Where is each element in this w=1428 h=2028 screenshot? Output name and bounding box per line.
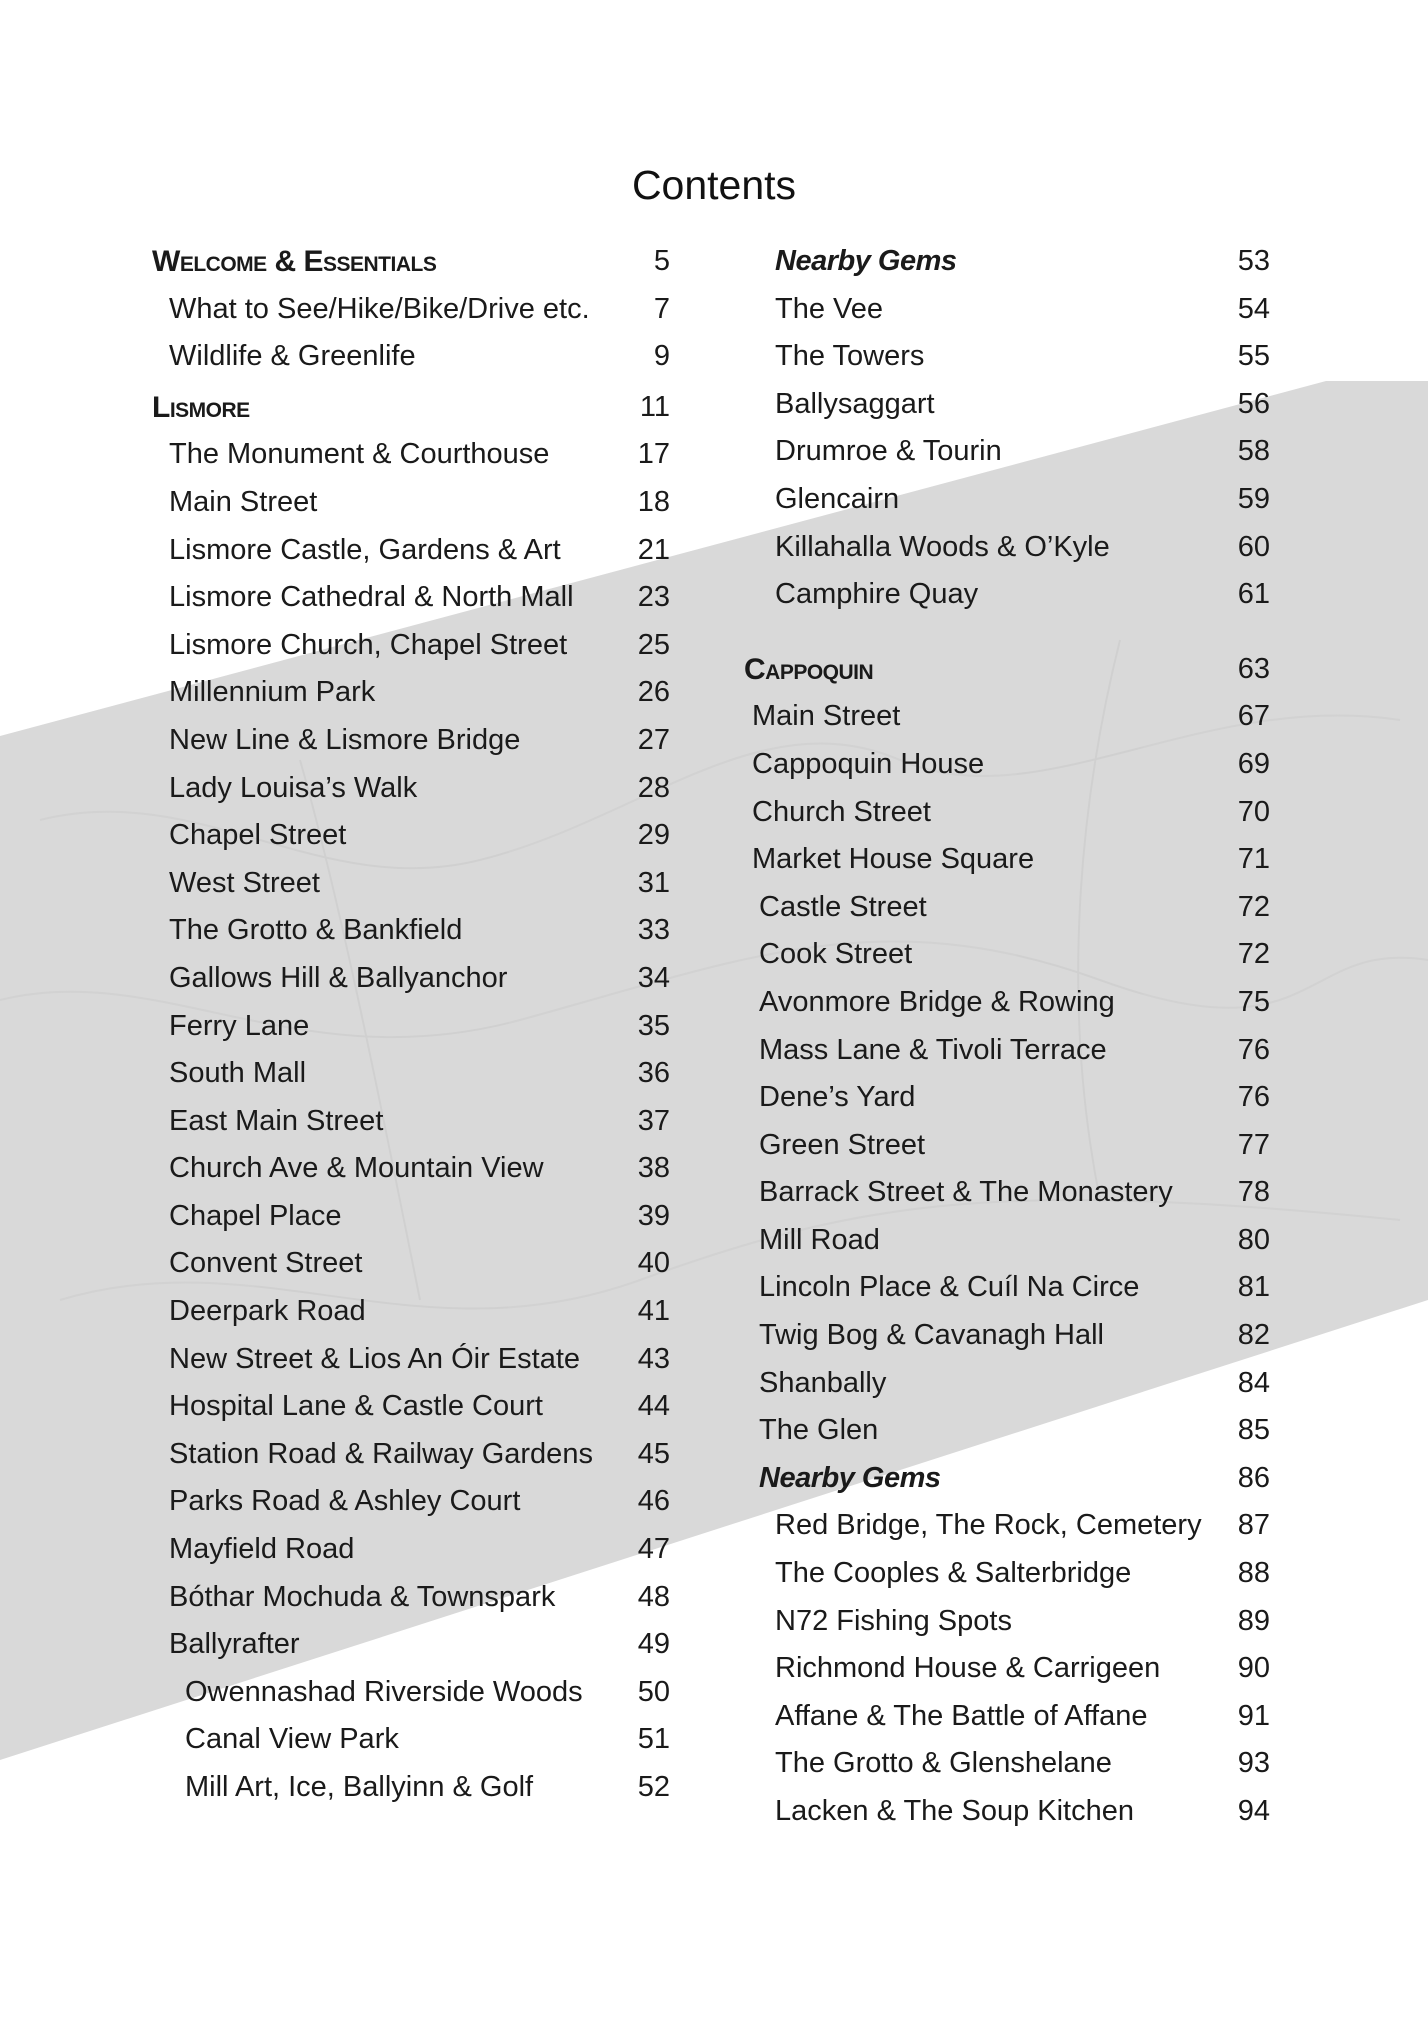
toc-entry-label: The Glen [759,1414,879,1447]
toc-page-number: 93 [1237,1747,1270,1780]
toc-entry [742,1407,1270,1455]
toc-page-number: 26 [637,676,670,709]
toc-entry-label: Dene’s Yard [759,1081,916,1114]
toc-entry [742,476,1270,524]
toc-page-number: 75 [1237,985,1270,1018]
toc-page-number: 41 [637,1295,670,1328]
toc-entry-label: Twig Bog & Cavanagh Hall [759,1319,1104,1352]
toc-entry-label: Green Street [759,1128,926,1161]
toc-entry-label: West Street [169,866,320,899]
toc-entry [742,931,1270,979]
toc-entry [742,1169,1270,1217]
toc-entry-label: The Monument & Courthouse [169,438,550,471]
toc-entry [152,1764,670,1812]
contents-right-column [742,238,1270,1836]
toc-page-number: 11 [639,390,670,423]
toc-page-number: 78 [1237,1176,1270,1209]
toc-entry-label: Ballysaggart [775,387,935,420]
toc-entry-label: Chapel Place [169,1199,342,1232]
toc-entry-label: The Cooples & Salterbridge [775,1557,1132,1590]
toc-section [742,646,1270,694]
toc-entry-label: Lismore Church, Chapel Street [169,628,568,661]
contents-left-column [152,238,670,1812]
toc-page-number: 17 [637,438,670,471]
toc-page-number: 54 [1237,292,1270,325]
toc-entry [742,979,1270,1027]
toc-page-number: 7 [653,292,670,325]
toc-entry [152,527,670,575]
toc-entry-label: Convent Street [169,1247,363,1280]
toc-page-number: 23 [637,581,670,614]
toc-entry [152,1383,670,1431]
toc-page-number: 58 [1237,435,1270,468]
toc-page-number: 34 [637,961,670,994]
toc-entry-label: What to See/Hike/Bike/Drive etc. [169,292,590,325]
toc-page-number: 36 [637,1057,670,1090]
toc-entry [742,1740,1270,1788]
toc-entry-label: Affane & The Battle of Affane [775,1699,1148,1732]
toc-page-number: 71 [1237,843,1270,876]
toc-entry-label: Mill Art, Ice, Ballyinn & Golf [185,1771,534,1803]
toc-page-number: 5 [653,245,670,277]
toc-page-number: 35 [637,1009,670,1042]
toc-page-number: 76 [1237,1033,1270,1066]
toc-entry-label: Red Bridge, The Rock, Cemetery [775,1509,1202,1542]
toc-entry-label: Shanbally [759,1366,887,1399]
toc-entry [152,1288,670,1336]
toc-entry-label: Killahalla Woods & O’Kyle [775,530,1110,563]
toc-entry [152,717,670,765]
toc-entry-label: Lismore Cathedral & North Mall [169,581,574,614]
toc-entry [742,789,1270,837]
toc-entry-label: Barrack Street & The Monastery [759,1176,1173,1209]
toc-entry-label: Lady Louisa’s Walk [169,771,418,804]
toc-page-number: 29 [637,819,670,852]
toc-page-number: 90 [1237,1652,1270,1685]
toc-entry-label: Market House Square [752,843,1035,876]
toc-entry [742,1693,1270,1741]
toc-page-number: 89 [1237,1604,1270,1637]
toc-entry-label: Wildlife & Greenlife [169,340,416,373]
toc-entry-label: Lacken & The Soup Kitchen [775,1795,1134,1827]
toc-entry [152,812,670,860]
toc-entry [742,836,1270,884]
toc-entry [742,1027,1270,1075]
toc-entry-label: South Mall [169,1057,307,1090]
toc-entry [742,1598,1270,1646]
toc-entry-label: Drumroe & Tourin [775,435,1002,468]
toc-page-number: 94 [1237,1795,1270,1827]
toc-page-number: 61 [1237,578,1270,611]
toc-entry [742,571,1270,619]
toc-page-number: 72 [1237,890,1270,923]
toc-entry [152,1050,670,1098]
toc-page-number: 63 [1237,652,1270,685]
toc-entry [742,524,1270,572]
toc-entry-label: Mass Lane & Tivoli Terrace [759,1033,1107,1066]
toc-page-number: 37 [637,1104,670,1137]
toc-entry-label: The Towers [775,340,925,373]
toc-entry-label: Ballyrafter [169,1628,300,1661]
toc-entry [152,860,670,908]
toc-page-number: 52 [637,1771,670,1803]
toc-page-number: 39 [637,1199,670,1232]
toc-entry-label: Nearby Gems [775,245,957,277]
toc-entry [152,479,670,527]
toc-section [152,384,670,432]
toc-page-number: 91 [1237,1699,1270,1732]
toc-subsection [742,238,1270,286]
toc-page-number: 9 [653,340,670,373]
toc-entry [742,1788,1270,1836]
toc-entry [152,574,670,622]
toc-page-number: 28 [637,771,670,804]
toc-entry [742,1122,1270,1170]
toc-entry [152,1145,670,1193]
toc-page-number: 67 [1237,700,1270,733]
toc-page-number: 43 [637,1342,670,1375]
toc-entry-label: Camphire Quay [775,578,979,611]
toc-entry-label: Lismore [152,390,250,424]
toc-page-number: 53 [1237,245,1270,277]
toc-entry-label: Nearby Gems [759,1461,941,1494]
toc-entry-label: Church Ave & Mountain View [169,1152,544,1185]
toc-entry [152,1478,670,1526]
toc-entry-label: Cook Street [759,938,913,971]
toc-page-number: 50 [637,1675,670,1708]
toc-page-number: 72 [1237,938,1270,971]
toc-entry [152,431,670,479]
toc-entry [742,1645,1270,1693]
toc-entry [742,1264,1270,1312]
toc-entry-label: Avonmore Bridge & Rowing [759,985,1115,1018]
toc-entry [742,693,1270,741]
toc-page-number: 86 [1237,1461,1270,1494]
toc-page-number: 38 [637,1152,670,1185]
toc-page-number: 77 [1237,1128,1270,1161]
toc-page-number: 27 [637,723,670,756]
toc-entry [742,741,1270,789]
toc-entry [742,1312,1270,1360]
toc-entry-label: Welcome & Essentials [152,245,437,278]
toc-entry [152,1621,670,1669]
toc-page-number: 51 [637,1723,670,1756]
toc-page-number: 31 [637,866,670,899]
toc-page-number: 88 [1237,1557,1270,1590]
toc-entry [742,1360,1270,1408]
toc-entry [152,1431,670,1479]
toc-entry [152,907,670,955]
toc-page-number: 47 [637,1533,670,1566]
toc-entry-label: New Street & Lios An Óir Estate [169,1342,581,1375]
toc-page-number: 21 [637,533,670,566]
toc-entry-label: New Line & Lismore Bridge [169,723,521,756]
toc-page-number: 60 [1237,530,1270,563]
toc-entry [152,1193,670,1241]
toc-entry-label: Gallows Hill & Ballyanchor [169,961,508,994]
toc-page-number: 49 [637,1628,670,1661]
toc-entry-label: Church Street [752,795,931,828]
toc-entry [742,286,1270,334]
toc-entry-label: Owennashad Riverside Woods [185,1675,583,1708]
toc-page-number: 69 [1237,747,1270,780]
toc-entry-label: Glencairn [775,482,900,515]
toc-entry-label: Lincoln Place & Cuíl Na Circe [759,1271,1140,1304]
toc-entry [742,381,1270,429]
toc-page-number: 46 [637,1485,670,1518]
toc-entry [152,286,670,334]
toc-entry [742,1550,1270,1598]
toc-page-number: 87 [1237,1509,1270,1542]
toc-entry [742,1217,1270,1265]
toc-entry [742,884,1270,932]
toc-entry [152,1574,670,1622]
toc-page-number: 70 [1237,795,1270,828]
toc-entry [742,333,1270,381]
toc-entry-label: Ferry Lane [169,1009,310,1042]
toc-entry [742,1502,1270,1550]
toc-entry-label: N72 Fishing Spots [775,1604,1012,1637]
toc-entry-label: East Main Street [169,1104,384,1137]
toc-entry-label: Hospital Lane & Castle Court [169,1390,543,1423]
toc-page-number: 45 [637,1437,670,1470]
toc-entry-label: The Vee [775,292,884,325]
toc-entry [152,669,670,717]
toc-entry [152,1716,670,1764]
toc-entry-label: Parks Road & Ashley Court [169,1485,521,1518]
toc-entry [742,1074,1270,1122]
toc-entry [152,765,670,813]
toc-entry-label: Millennium Park [169,676,376,709]
toc-entry [152,1669,670,1717]
toc-entry-label: Station Road & Railway Gardens [169,1437,593,1470]
toc-page-number: 80 [1237,1223,1270,1256]
toc-entry [152,1526,670,1574]
toc-page-number: 76 [1237,1081,1270,1114]
toc-entry-label: Richmond House & Carrigeen [775,1652,1161,1685]
toc-entry [152,955,670,1003]
toc-entry [152,1098,670,1146]
toc-entry-label: Bóthar Mochuda & Townspark [169,1580,556,1613]
toc-entry-label: The Grotto & Bankfield [169,914,463,947]
toc-page-number: 40 [637,1247,670,1280]
toc-page-number: 18 [637,485,670,518]
toc-entry-label: Castle Street [759,890,927,923]
toc-entry [152,333,670,381]
toc-page-number: 85 [1237,1414,1270,1447]
toc-entry [152,622,670,670]
toc-page-number: 25 [637,628,670,661]
toc-page-number: 55 [1237,340,1270,373]
toc-entry-label: Lismore Castle, Gardens & Art [169,533,561,566]
toc-page-number: 59 [1237,482,1270,515]
toc-page-number: 81 [1237,1271,1270,1304]
toc-entry [152,1336,670,1384]
toc-page-number: 48 [637,1580,670,1613]
toc-page-number: 84 [1237,1366,1270,1399]
toc-section [152,238,670,286]
toc-entry-label: Deerpark Road [169,1295,366,1328]
toc-entry-label: Cappoquin [744,652,874,686]
toc-entry-label: Cappoquin House [752,747,985,780]
toc-entry-label: Mayfield Road [169,1533,355,1566]
toc-page-number: 56 [1237,387,1270,420]
toc-entry-label: Chapel Street [169,819,347,852]
toc-entry-label: Mill Road [759,1223,880,1256]
toc-entry [152,1003,670,1051]
toc-page-number: 33 [637,914,670,947]
toc-entry [742,428,1270,476]
toc-entry-label: Canal View Park [185,1723,399,1756]
toc-entry-label: Main Street [752,700,901,733]
toc-page-number: 82 [1237,1319,1270,1352]
toc-entry-label: The Grotto & Glenshelane [775,1747,1112,1780]
page-title: Contents [631,162,797,208]
toc-page-number: 44 [637,1390,670,1423]
toc-entry [152,1240,670,1288]
toc-entry-label: Main Street [169,485,318,518]
toc-subsection [742,1455,1270,1503]
